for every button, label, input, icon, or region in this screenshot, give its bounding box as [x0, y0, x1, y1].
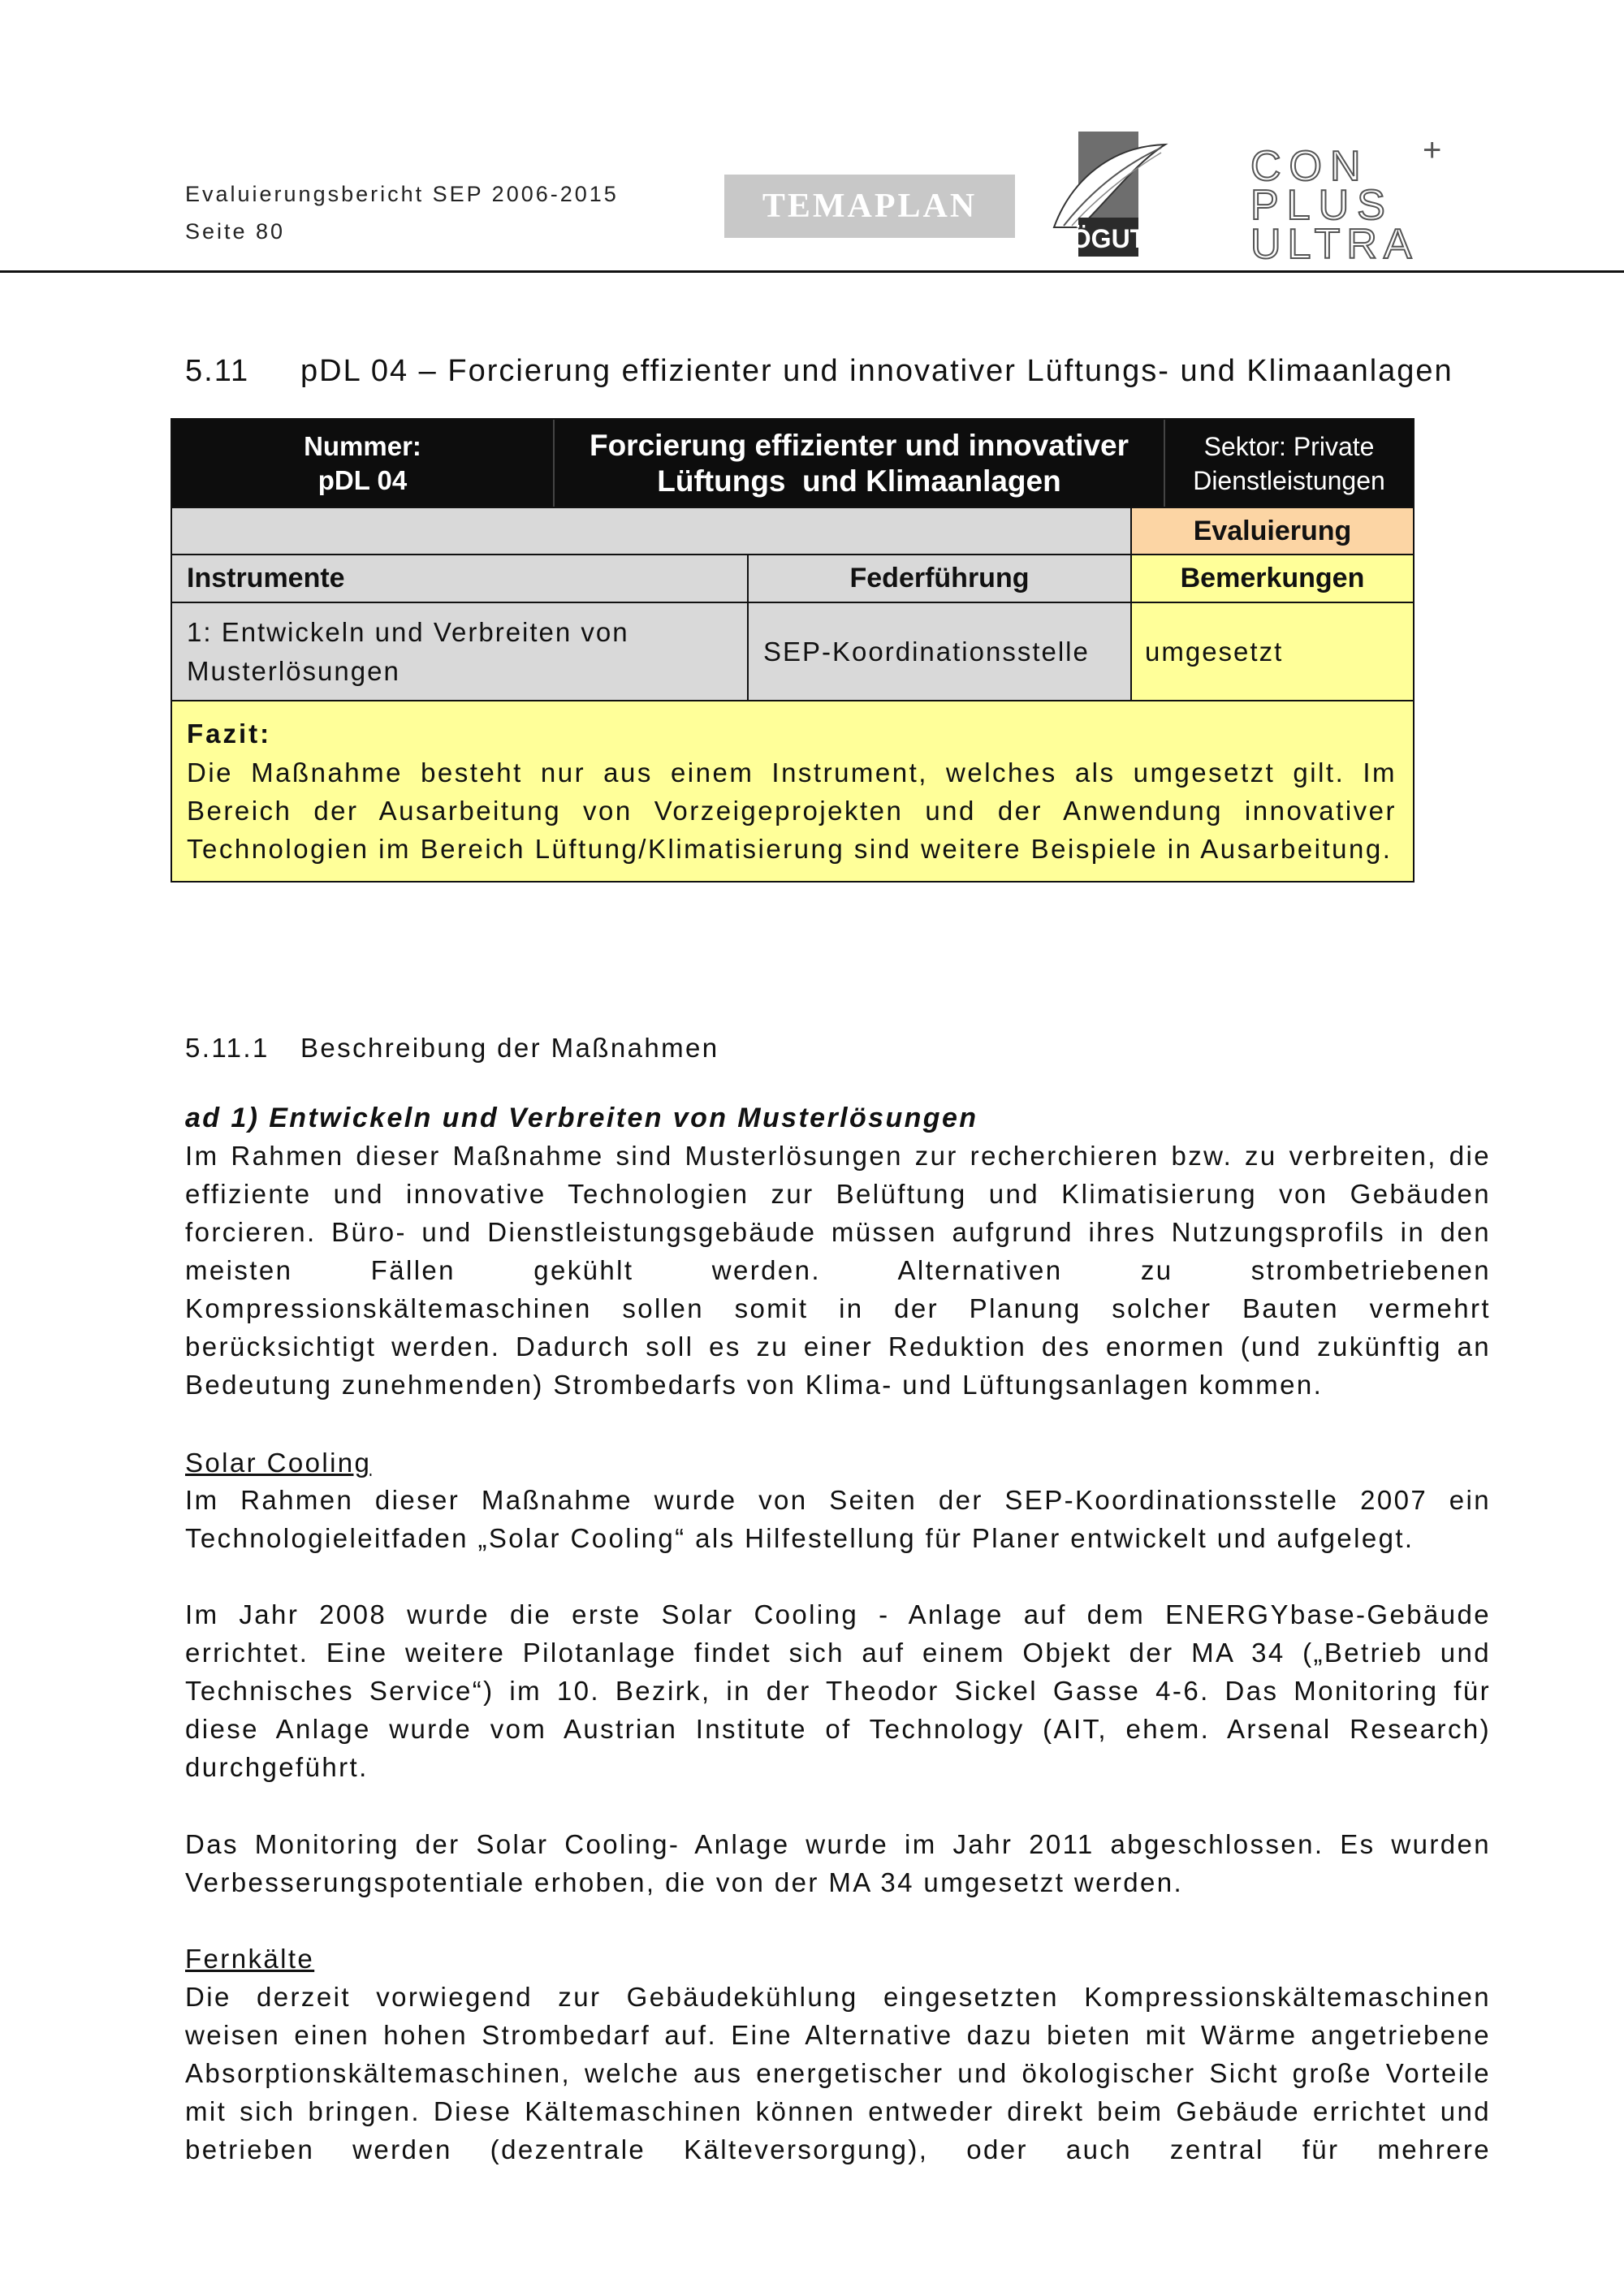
measure-summary-table — [171, 418, 1415, 883]
evaluation-header-row — [172, 508, 1413, 555]
report-title: Evaluierungsbericht SEP 2006-2015 — [185, 182, 619, 206]
conplusultra-logo-con: CON — [1250, 143, 1369, 190]
header-divider — [0, 270, 1624, 273]
measure-title-cell — [555, 420, 1165, 507]
subsection-title: Beschreibung der Maßnahmen — [300, 1033, 719, 1063]
conplusultra-logo-plus-sign: + — [1423, 138, 1442, 168]
measure-sector-cell — [1165, 420, 1413, 507]
measure-title-line2: Lüftungs und Klimaanlagen — [657, 464, 1061, 498]
subsection-number: 5.11.1 — [185, 1033, 270, 1063]
solar-cooling-heading: Solar Cooling — [185, 1448, 372, 1478]
solar-paragraph-3: Das Monitoring der Solar Cooling- Anlage wurde im Jahr 2011 abgeschlossen. Es wurden Verbesserungspotentiale erhoben, die von der MA 34 umgesetzt werden. — [185, 1829, 1491, 1897]
fernkaelte-paragraph: Die derzeit vorwiegend zur Gebäudekühlung eingesetzten Kompressionskältemaschinen weisen einen hohen Strombedarf auf. Eine Alternative dazu bieten mit Wärme angetriebene Absorptionskältemaschinen, welche aus energetischer und ökologischer Sicht große Vorteile mit sich bringen. Diese Kältemaschinen können entweder direkt beim Gebäude errichtet und betrieben werden (dezentrale Kälteversorgung), oder auch zentral für mehrere — [185, 1982, 1491, 2164]
temaplan-logo — [724, 175, 1015, 238]
empty-header-cell — [172, 508, 1132, 554]
fernkaelte-heading: Fernkälte — [185, 1944, 315, 1974]
measure-number-label: Nummer: — [304, 430, 421, 461]
subsection-heading — [185, 1033, 719, 1064]
column-header-row — [172, 555, 1413, 603]
measure-number-cell — [172, 420, 555, 507]
conplusultra-logo — [1250, 138, 1453, 260]
ad1-paragraph: Im Rahmen dieser Maßnahme sind Musterlösungen zur recherchieren bzw. zu verbreiten, die effiziente und innovative Technologien zur Belüftung und Klimatisierung von Gebäuden forcieren. Büro- und Dienstleistungsgebäude müssen aufgrund ihres Nutzungsprofils in den meisten Fällen gekühlt werden. Alternativen zu strombetriebenen Kompressionskältemaschinen sollen somit in der Planung solcher Bauten vermehrt berücksichtigt werden. Dadurch soll es zu einer Reduktion des enormen (und zukünftig an Bedeutung zunehmenden) Strombedarfs von Klima- und Lüftungsanlagen kommen. — [185, 1141, 1491, 1400]
measure-number-value: pDL 04 — [317, 464, 408, 495]
section-number: 5.11 — [185, 354, 250, 388]
fazit-text: Die Maßnahme besteht nur aus einem Instrument, welches als umgesetzt gilt. Im Bereich der Ausarbeitung von Vorzeigeprojekten und der Anwendung innovativer Technologien im Bereich Lüftung/Klimatisierung sind weitere Beispiele in Ausarbeitung. — [187, 757, 1397, 864]
evaluation-header: Evaluierung — [1132, 508, 1413, 554]
oegut-logo-text: ÖGUT — [1070, 224, 1147, 253]
instrument-cell: 1: Entwickeln und Verbreiten von Musterlösungen — [172, 603, 749, 700]
col-lead-header: Federführung — [749, 555, 1132, 602]
measure-sector-line2: Dienstleistungen — [1193, 465, 1385, 495]
table-header-row — [172, 420, 1413, 508]
page-number: Seite 80 — [185, 219, 286, 244]
section-title: pDL 04 – Forcierung effizienter und innovativer Lüftungs- und Klimaanlagen — [300, 354, 1453, 388]
lead-cell: SEP-Koordinationsstelle — [749, 603, 1132, 700]
oegut-logo — [1047, 130, 1169, 260]
measure-title-line1: Forcierung effizienter und innovativer — [589, 428, 1129, 462]
ad1-heading: ad 1) Entwickeln und Verbreiten von Musterlösungen — [185, 1103, 978, 1133]
measure-sector-line1: Sektor: Private — [1203, 431, 1375, 461]
remark-cell: umgesetzt — [1132, 603, 1413, 700]
table-row — [172, 603, 1413, 701]
col-instruments-header: Instrumente — [172, 555, 749, 602]
fazit-row — [172, 701, 1413, 881]
col-remarks-header: Bemerkungen — [1132, 555, 1413, 602]
temaplan-logo-text: TEMAPLAN — [762, 188, 978, 225]
conplusultra-logo-ultra: ULTRA — [1250, 221, 1419, 260]
conplusultra-logo-plus: PLUS — [1250, 182, 1393, 229]
fazit-label: Fazit: — [187, 719, 272, 749]
solar-paragraph-1: Im Rahmen dieser Maßnahme wurde von Seiten der SEP-Koordinationsstelle 2007 ein Technologieleitfaden „Solar Cooling“ als Hilfestellung für Planer entwickelt und aufgelegt. — [185, 1485, 1491, 1553]
solar-paragraph-2: Im Jahr 2008 wurde die erste Solar Cooling - Anlage auf dem ENERGYbase-Gebäude errichtet. Eine weitere Pilotanlage findet sich auf einem Objekt der MA 34 („Betrieb und Technisches Service“) im 10. Bezirk, in der Theodor Sickel Gasse 4-6. Das Monitoring für diese Anlage wurde vom Austrian Institute of Technology (AIT, ehem. Arsenal Research) durchgeführt. — [185, 1599, 1491, 1782]
